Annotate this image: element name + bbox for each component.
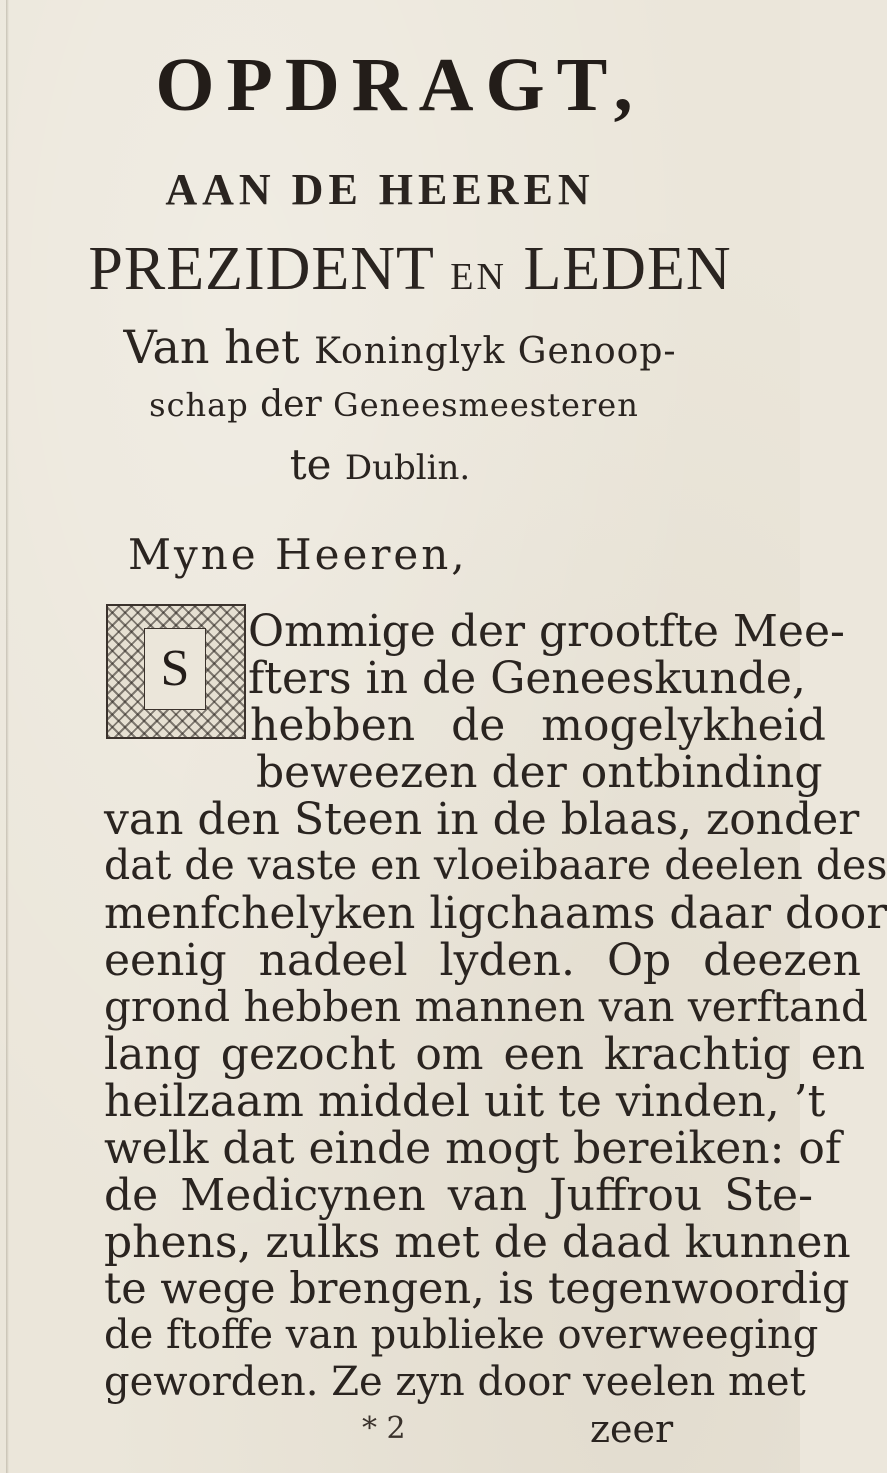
body-line: hebben de mogelykheid bbox=[250, 700, 826, 751]
text-te: te bbox=[289, 440, 345, 489]
text-geneesmeesteren: Geneesmeesteren bbox=[333, 386, 639, 424]
body-line: de Medicynen van Juffrou Ste- bbox=[104, 1170, 813, 1221]
body-line: Ommige der grootfte Mee- bbox=[248, 606, 845, 657]
body-line: phens, zulks met de daad kunnen bbox=[104, 1217, 851, 1268]
body-line: fters in de Geneeskunde, bbox=[248, 653, 806, 704]
body-line: de ftoffe van publieke overweeging bbox=[104, 1312, 819, 1358]
body-line: welk dat einde mogt bereiken: of bbox=[104, 1123, 842, 1174]
body-line: dat de vaste en vloeibaare deelen des bbox=[104, 841, 887, 889]
signature-mark: * 2 bbox=[362, 1411, 406, 1446]
body-line: heilzaam middel uit te vinden, ’t bbox=[104, 1076, 826, 1127]
text-schap: schap bbox=[149, 386, 249, 424]
salutation-myne: Myne bbox=[128, 530, 259, 579]
word-leden: LEDEN bbox=[523, 235, 732, 303]
decorative-initial-frame bbox=[106, 604, 246, 739]
catchword: zeer bbox=[590, 1407, 674, 1451]
body-line: eenig nadeel lyden. Op deezen bbox=[104, 935, 861, 986]
body-line: menfchelyken ligchaams daar door bbox=[104, 888, 887, 939]
salutation-heeren: Heeren, bbox=[258, 530, 468, 579]
body-line: lang gezocht om een krachtig en bbox=[104, 1029, 866, 1080]
society-line-3 bbox=[0, 440, 780, 489]
text-van-het: Van het bbox=[123, 320, 315, 374]
word-prezident: PREZIDENT bbox=[88, 235, 434, 303]
body-line: te wege brengen, is tegenwoordig bbox=[104, 1264, 850, 1314]
society-line-1 bbox=[0, 320, 800, 374]
text-der: der bbox=[248, 384, 334, 425]
word-en: EN bbox=[450, 256, 507, 298]
body-line: geworden. Ze zyn door veelen met bbox=[104, 1359, 806, 1405]
body-line: grond hebben mannen van verftand bbox=[104, 982, 868, 1031]
salutation bbox=[128, 530, 468, 579]
text-koninglyk: Koninglyk bbox=[314, 331, 506, 372]
society-line-2 bbox=[0, 384, 794, 425]
body-line: van den Steen in de blaas, zonder bbox=[104, 794, 860, 845]
page-title: OPDRAGT, bbox=[155, 43, 645, 127]
text-dublin: Dublin. bbox=[344, 448, 471, 488]
text-genoop: Genoop- bbox=[505, 331, 677, 372]
addressee-line: AAN DE HEEREN bbox=[165, 165, 595, 214]
decorative-initial-letter: S bbox=[144, 628, 206, 710]
recipients-line bbox=[10, 234, 810, 305]
body-line: beweezen der ontbinding bbox=[256, 747, 823, 798]
page-fold-shadow bbox=[6, 0, 9, 1473]
